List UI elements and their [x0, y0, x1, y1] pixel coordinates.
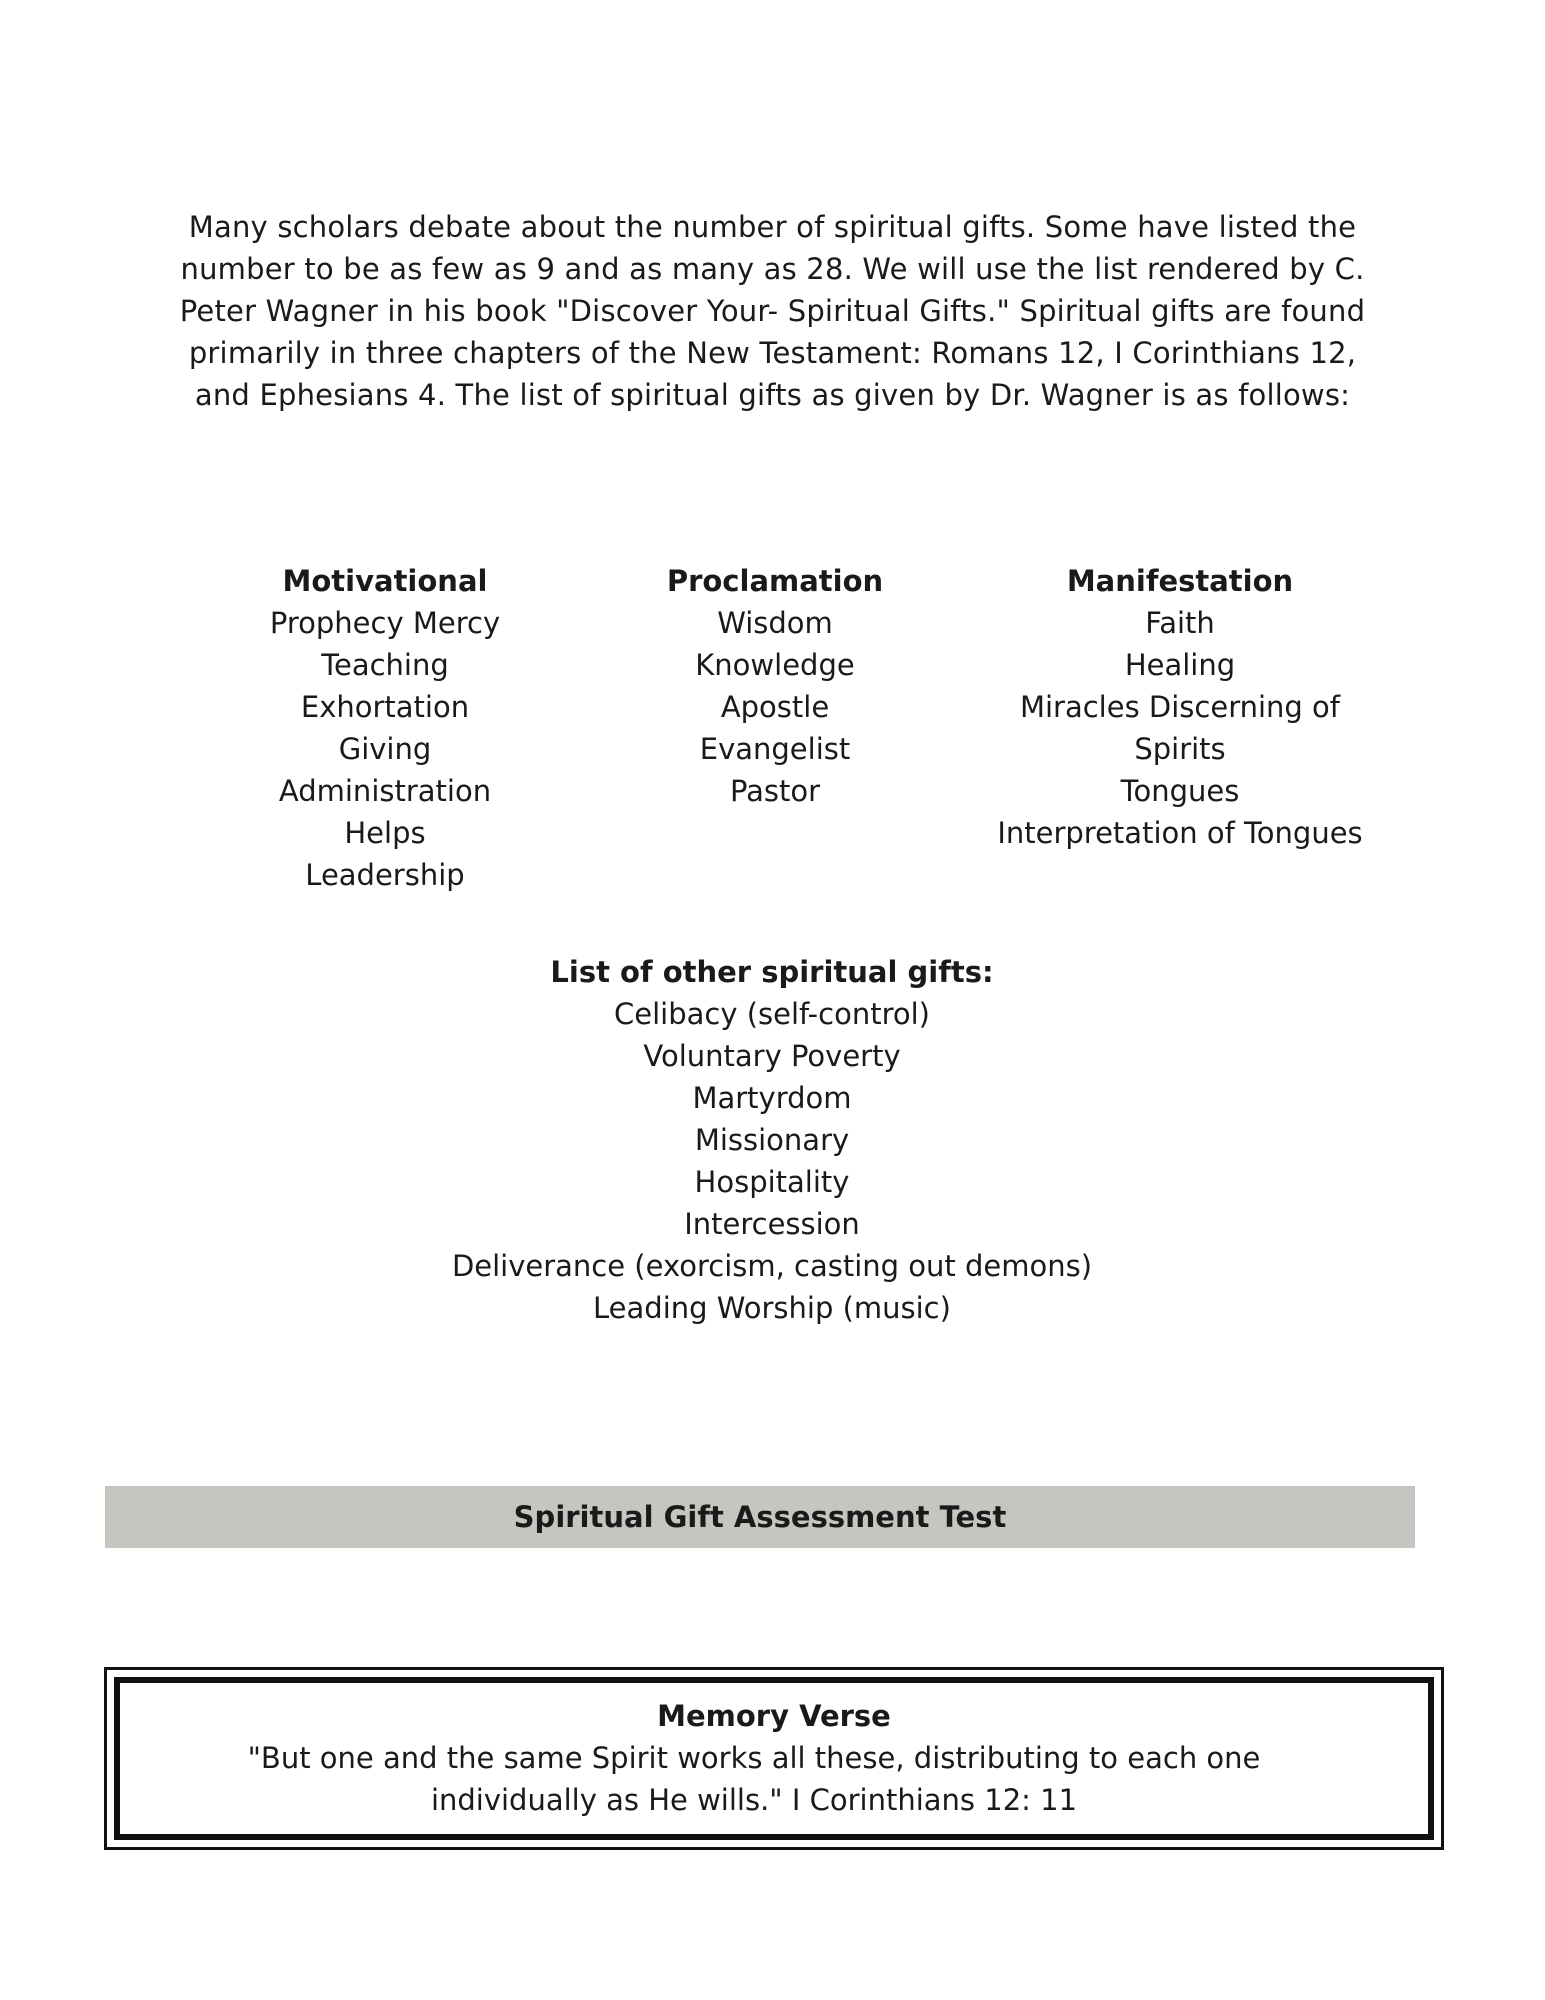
motivational-title: Motivational [282, 564, 488, 598]
intro-line: number to be as few as 9 and as many as 28. We will use the list rendered by C. [180, 252, 1365, 286]
motivational-column [230, 560, 540, 896]
gift-item: Giving [338, 732, 432, 766]
manifestation-column [960, 560, 1400, 854]
intro-line: and Ephesians 4. The list of spiritual gifts as given by Dr. Wagner is as follows: [194, 378, 1351, 412]
list-item: Intercession [684, 1207, 860, 1241]
gift-item: Pastor [729, 774, 821, 808]
gift-item: Apostle [720, 690, 830, 724]
list-item: Hospitality [694, 1165, 850, 1199]
gift-item: Administration [278, 774, 492, 808]
gift-item: Tongues [1120, 774, 1240, 808]
gift-item: Teaching [321, 648, 449, 682]
proclamation-title: Proclamation [666, 564, 884, 598]
intro-paragraph [150, 206, 1395, 416]
list-item: Voluntary Poverty [643, 1039, 901, 1073]
assessment-title: Spiritual Gift Assessment Test [513, 1500, 1007, 1534]
memory-verse-inner [114, 1677, 1434, 1840]
memory-verse-box [104, 1667, 1444, 1850]
list-item: Missionary [694, 1123, 850, 1157]
list-item: Deliverance (exorcism, casting out demons) [451, 1249, 1093, 1283]
gift-item: Miracles Discerning of Spirits [1019, 690, 1341, 766]
gift-item: Prophecy Mercy [269, 606, 501, 640]
intro-line: primarily in three chapters of the New Testament: Romans 12, I Corinthians 12, [188, 336, 1357, 370]
gift-item: Helps [344, 816, 426, 850]
intro-line: Many scholars debate about the number of spiritual gifts. Some have listed the [188, 210, 1357, 244]
memory-verse-text: "But one and the same Spirit works all these, distributing to each one individually as He wills." I Corinthians 12: 11 [247, 1741, 1261, 1817]
other-gifts-title: List of other spiritual gifts: [550, 955, 994, 989]
manifestation-title: Manifestation [1066, 564, 1294, 598]
gift-item: Faith [1145, 606, 1215, 640]
gift-item: Leadership [305, 858, 465, 892]
proclamation-column [620, 560, 930, 812]
assessment-banner [105, 1486, 1415, 1548]
gift-item: Knowledge [695, 648, 855, 682]
gift-item: Healing [1124, 648, 1236, 682]
gift-item: Interpretation of Tongues [997, 816, 1363, 850]
intro-line: Peter Wagner in his book "Discover Your- Spiritual Gifts." Spiritual gifts are found [179, 294, 1366, 328]
list-item: Martyrdom [692, 1081, 852, 1115]
list-item: Celibacy (self-control) [614, 997, 930, 1031]
gift-item: Wisdom [717, 606, 833, 640]
gift-item: Evangelist [699, 732, 851, 766]
other-gifts-list [372, 951, 1172, 1329]
list-item: Leading Worship (music) [593, 1291, 951, 1325]
memory-verse-title: Memory Verse [657, 1699, 891, 1733]
gift-item: Exhortation [300, 690, 470, 724]
